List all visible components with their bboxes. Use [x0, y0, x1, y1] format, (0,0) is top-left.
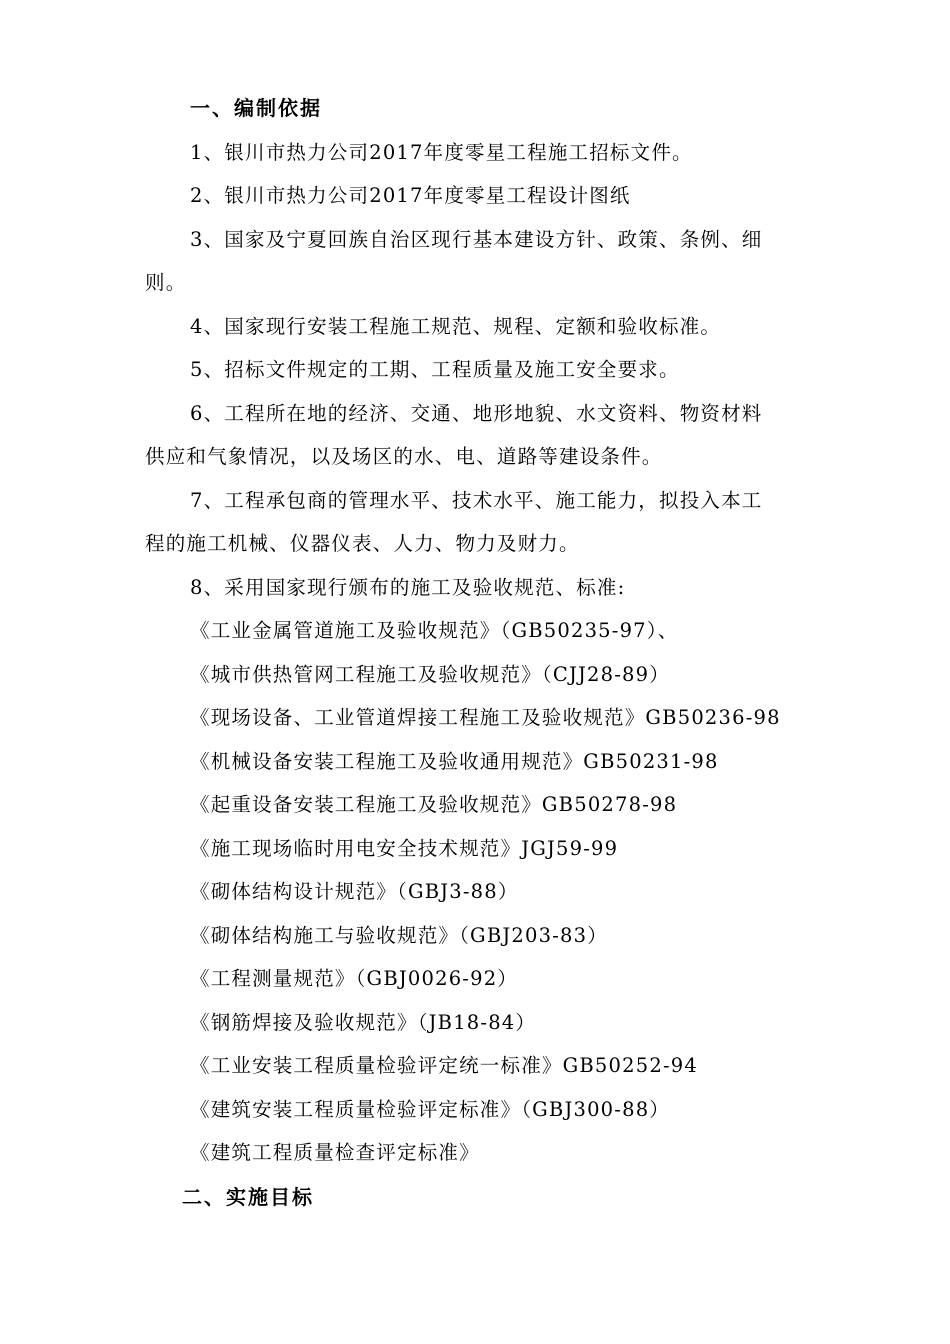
basis-item: 5、招标文件规定的工期、工程质量及施工安全要求。 [190, 358, 680, 381]
standard-item: 《工程测量规范》（GBJ0026-92） [190, 967, 519, 990]
standard-item: 《城市供热管网工程施工及验收规范》（CJJ28-89） [190, 663, 670, 686]
standard-item: 《施工现场临时用电安全技术规范》JGJ59-99 [190, 837, 619, 860]
standard-item: 《钢筋焊接及验收规范》（JB18-84） [190, 1011, 537, 1034]
standard-item: 《建筑安装工程质量检验评定标准》（GBJ300-88） [190, 1098, 670, 1121]
standard-item: 《起重设备安装工程施工及验收规范》GB50278-98 [190, 793, 678, 816]
basis-item: 7、工程承包商的管理水平、技术水平、施工能力，拟投入本工 [190, 489, 763, 512]
basis-item-continuation: 供应和气象情况，以及场区的水、电、道路等建设条件。 [145, 445, 663, 468]
standard-item: 《工业金属管道施工及验收规范》（GB50235-97）、 [190, 619, 679, 642]
section-heading: 一、编制依据 [190, 96, 322, 120]
section-heading: 二、实施目标 [182, 1185, 314, 1209]
standard-item: 《机械设备安装工程施工及验收通用规范》GB50231-98 [190, 750, 719, 773]
basis-item-continuation: 程的施工机械、仪器仪表、人力、物力及财力。 [145, 532, 580, 555]
basis-item: 1、银川市热力公司2017年度零星工程施工招标文件。 [190, 141, 693, 164]
basis-item: 6、工程所在地的经济、交通、地形地貌、水文资料、物资材料 [190, 402, 763, 425]
standard-item: 《砌体结构设计规范》（GBJ3-88） [190, 880, 519, 903]
basis-item: 2、银川市热力公司2017年度零星工程设计图纸 [190, 184, 631, 207]
basis-item-continuation: 则。 [145, 271, 187, 294]
standard-item: 《工业安装工程质量检验评定统一标准》GB50252-94 [190, 1054, 698, 1077]
standard-item: 《建筑工程质量检查评定标准》 [190, 1141, 480, 1164]
standard-item: 《现场设备、工业管道焊接工程施工及验收规范》GB50236-98 [190, 706, 781, 729]
basis-item: 8、采用国家现行颁布的施工及验收规范、标准: [190, 576, 626, 599]
basis-item: 3、国家及宁夏回族自治区现行基本建设方针、政策、条例、细 [190, 228, 763, 251]
basis-item: 4、国家现行安装工程施工规范、规程、定额和验收标准。 [190, 315, 722, 338]
standard-item: 《砌体结构施工与验收规范》（GBJ203-83） [190, 924, 608, 947]
